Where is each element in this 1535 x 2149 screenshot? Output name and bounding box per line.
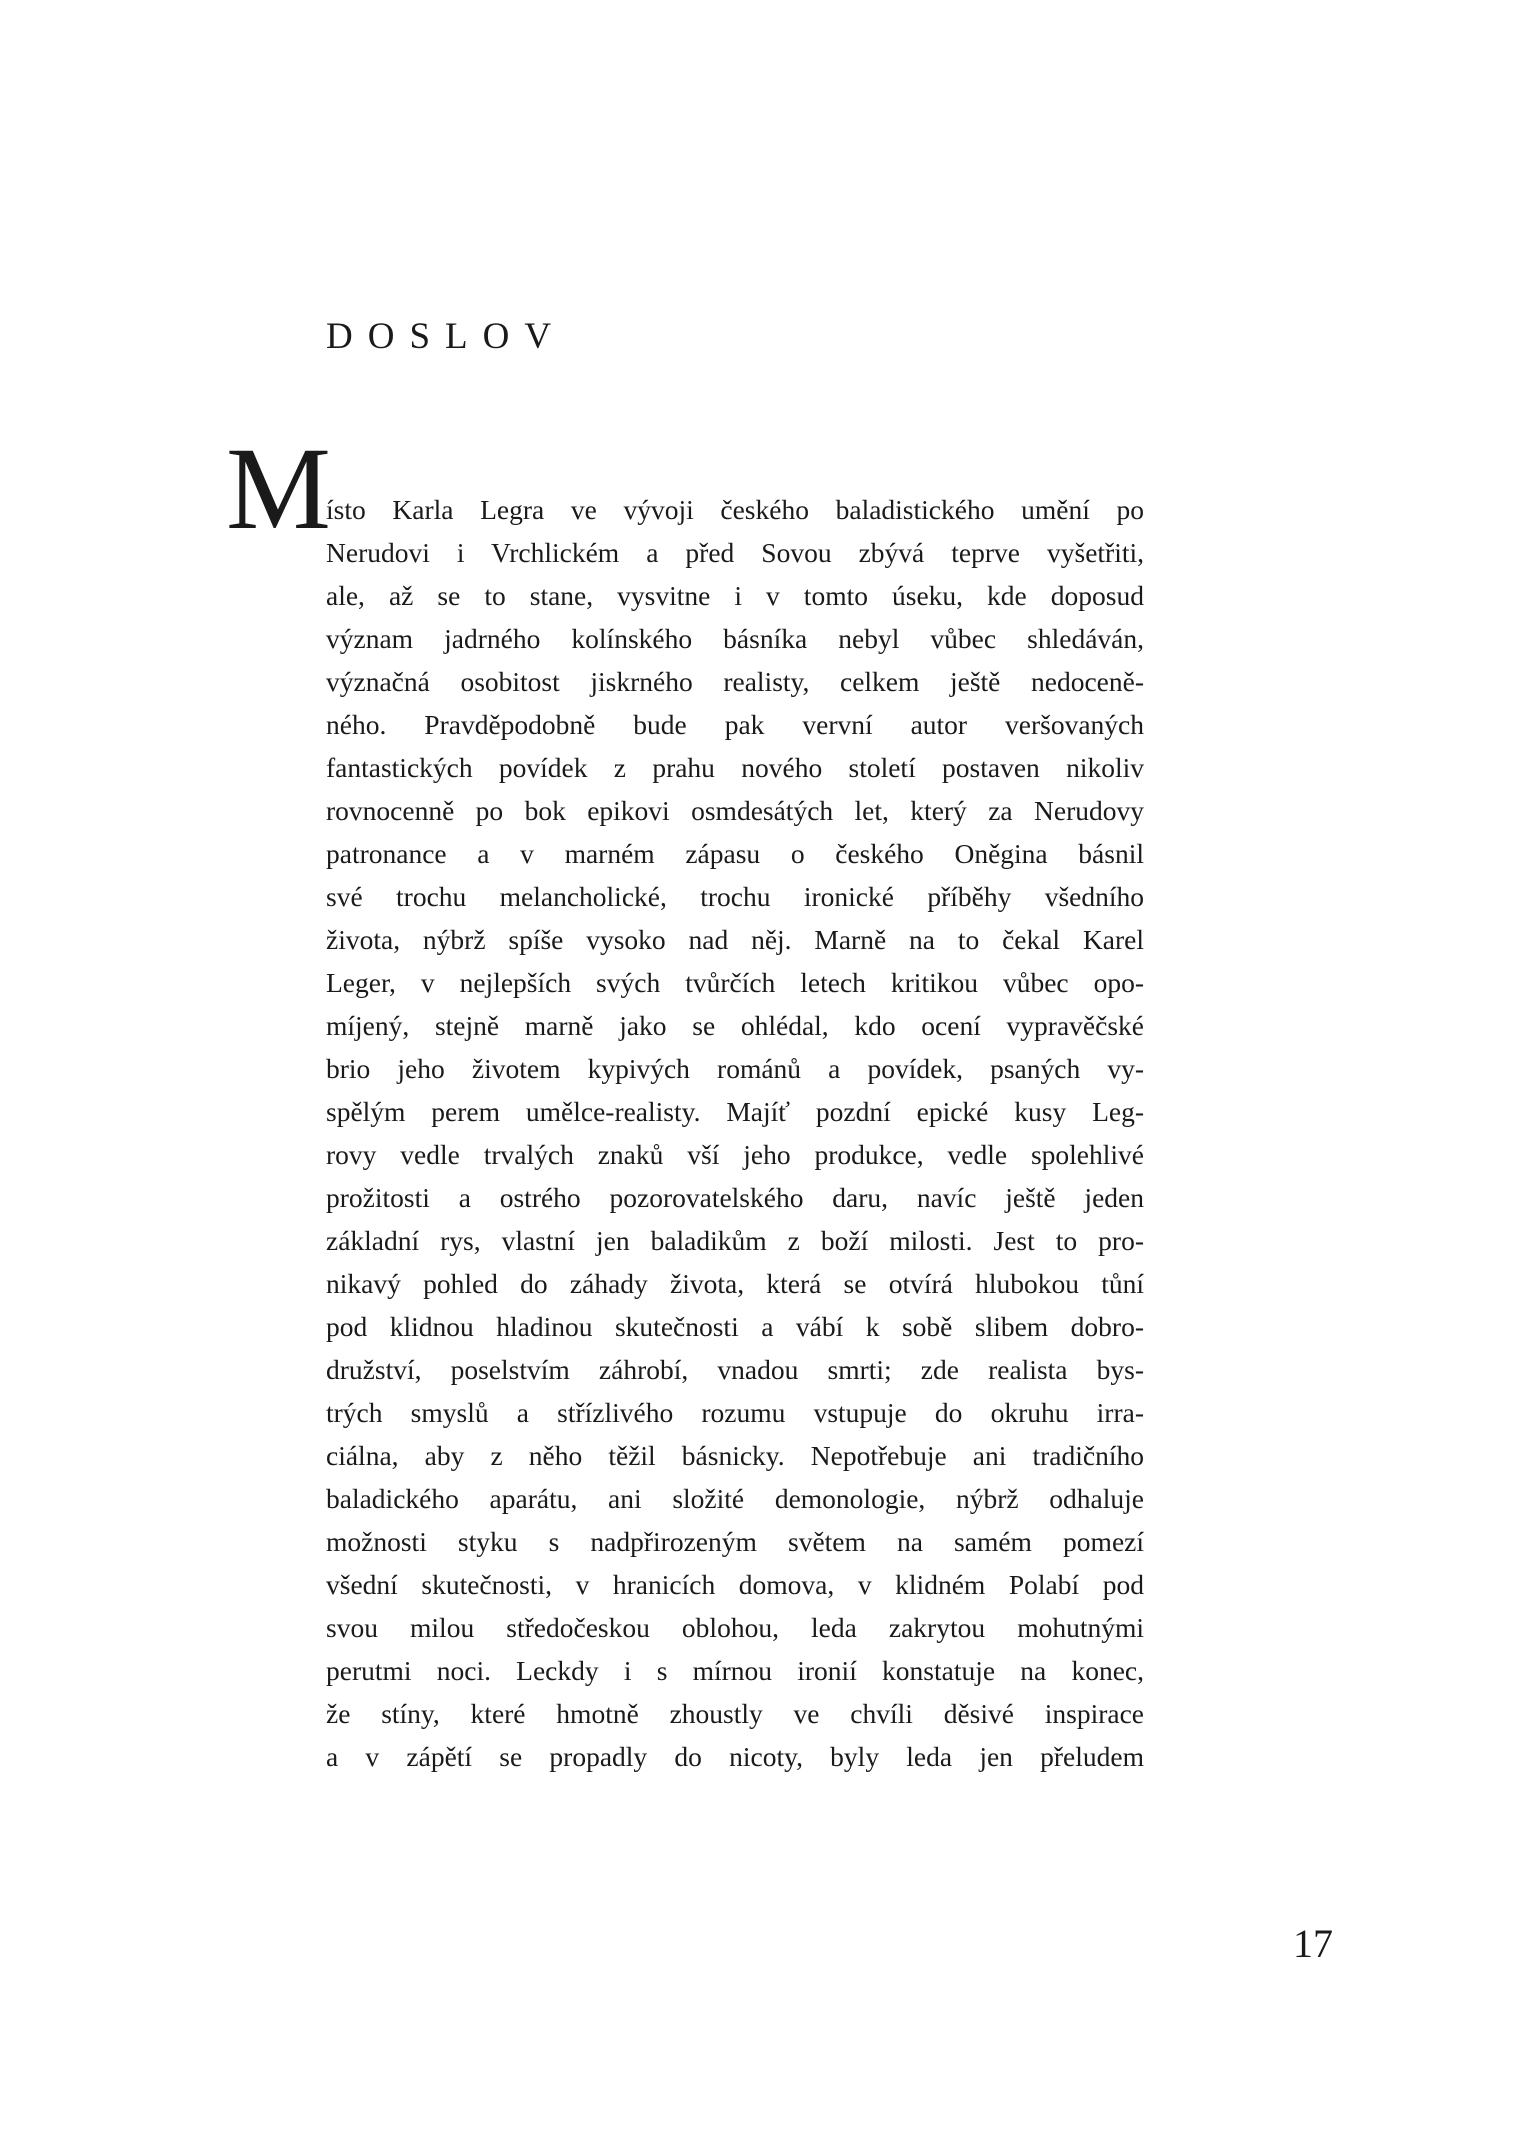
text-line: ciálna, aby z něho těžil básnicky. Nepotřebuje ani tradičního bbox=[326, 1440, 1144, 1471]
page-heading: DOSLOV bbox=[326, 316, 567, 357]
text-line: družství, poselstvím záhrobí, vnadou smrti; zde realista bys- bbox=[326, 1354, 1144, 1385]
text-line: ísto Karla Legra ve vývoji českého baladistického umění po bbox=[326, 494, 1144, 525]
text-line: brio jeho životem kypivých románů a povídek, psaných vy- bbox=[326, 1053, 1144, 1084]
text-line: nikavý pohled do záhady života, která se otvírá hlubokou tůní bbox=[326, 1268, 1144, 1299]
text-line: fantastických povídek z prahu nového století postaven nikoliv bbox=[326, 752, 1144, 783]
text-line: a v zápětí se propadly do nicoty, byly leda jen přeludem bbox=[326, 1741, 1144, 1772]
text-line: možnosti styku s nadpřirozeným světem na samém pomezí bbox=[326, 1526, 1144, 1557]
text-line: základní rys, vlastní jen baladikům z boží milosti. Jest to pro- bbox=[326, 1225, 1144, 1256]
text-line: ale, až se to stane, vysvitne i v tomto úseku, kde doposud bbox=[326, 580, 1144, 611]
text-line: že stíny, které hmotně zhoustly ve chvíli děsivé inspirace bbox=[326, 1698, 1144, 1729]
text-line: své trochu melancholické, trochu ironické příběhy všedního bbox=[326, 881, 1144, 912]
text-line: Nerudovi i Vrchlickém a před Sovou zbývá teprve vyšetřiti, bbox=[326, 537, 1144, 568]
page-number: 17 bbox=[1293, 1921, 1333, 1966]
text-line: význačná osobitost jiskrného realisty, celkem ještě nedoceně- bbox=[326, 666, 1144, 697]
body-text bbox=[326, 488, 1144, 1778]
text-line: trých smyslů a střízlivého rozumu vstupuje do okruhu irra- bbox=[326, 1397, 1144, 1428]
text-line: patronance a v marném zápasu o českého Oněgina básnil bbox=[326, 838, 1144, 869]
text-line: prožitosti a ostrého pozorovatelského daru, navíc ještě jeden bbox=[326, 1182, 1144, 1213]
text-line: svou milou středočeskou oblohou, leda zakrytou mohutnými bbox=[326, 1612, 1144, 1643]
text-line: všední skutečnosti, v hranicích domova, v klidném Polabí pod bbox=[326, 1569, 1144, 1600]
text-line: rovnocenně po bok epikovi osmdesátých let, který za Nerudovy bbox=[326, 795, 1144, 826]
text-line: baladického aparátu, ani složité demonologie, nýbrž odhaluje bbox=[326, 1483, 1144, 1514]
text-line: spělým perem umělce-realisty. Majíť pozdní epické kusy Leg- bbox=[326, 1096, 1144, 1127]
text-line: pod klidnou hladinou skutečnosti a vábí k sobě slibem dobro- bbox=[326, 1311, 1144, 1342]
text-line: života, nýbrž spíše vysoko nad něj. Marně na to čekal Karel bbox=[326, 924, 1144, 955]
text-line: perutmi noci. Leckdy i s mírnou ironií konstatuje na konec, bbox=[326, 1655, 1144, 1686]
text-line: ného. Pravděpodobně bude pak vervní autor veršovaných bbox=[326, 709, 1144, 740]
text-line: Leger, v nejlepších svých tvůrčích letech kritikou vůbec opo- bbox=[326, 967, 1144, 998]
text-line: rovy vedle trvalých znaků vší jeho produkce, vedle spolehlivé bbox=[326, 1139, 1144, 1170]
text-line: význam jadrného kolínského básníka nebyl vůbec shledáván, bbox=[326, 623, 1144, 654]
text-line: míjený, stejně marně jako se ohlédal, kdo ocení vypravěčské bbox=[326, 1010, 1144, 1041]
drop-cap: M bbox=[226, 423, 331, 554]
